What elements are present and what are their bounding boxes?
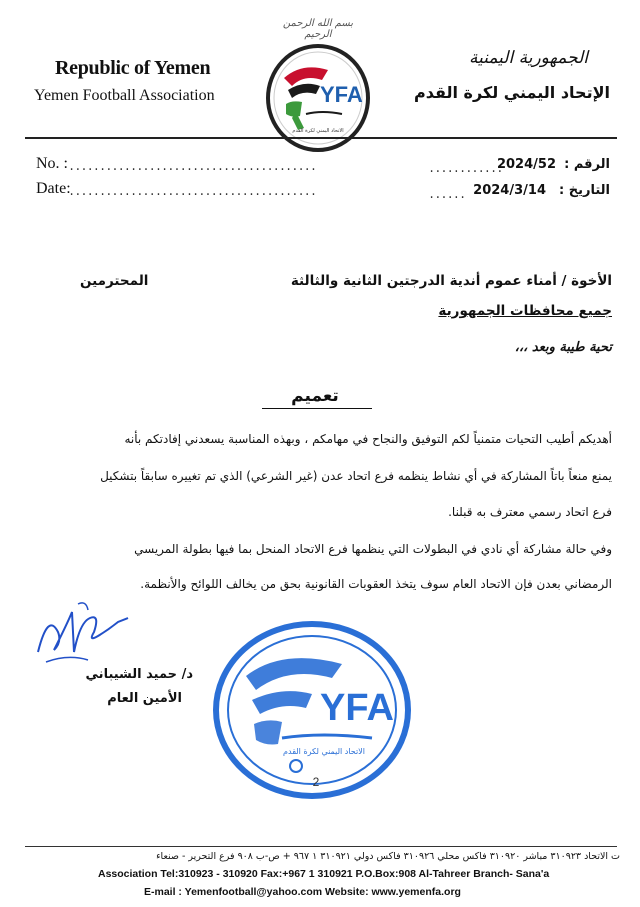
- footer-arabic-contact: ت الاتحاد ٣١٠٩٢٣ مباشر ٣١٠٩٢٠ فاكس محلي ٣١٠٩٢٦ فاكس دولي ٣١٠٩٢١ ١ ٩٦٧ + ص-ب ٩٠٨ فرع التحرير - صنعاء: [156, 851, 620, 862]
- body-paragraph-2-line-2: الرمضاني بعدن فإن الاتحاد العام سوف يتخذ العقوبات القانونية بحق من يخالف اللوائح والأنظمة.: [140, 577, 612, 591]
- addressee-line: الأخوة / أمناء عموم أندية الدرجتين الثانية والثالثة: [290, 273, 612, 289]
- stamp-caption: الاتحاد اليمني لكرة القدم: [283, 747, 365, 756]
- date-dotted-line: ........................................: [68, 185, 317, 199]
- english-subtitle: Yemen Football Association: [34, 87, 215, 104]
- addressee-honorific: المحترمين: [80, 273, 149, 289]
- date-ar-dotted-line: ......: [428, 188, 466, 202]
- logo-caption: الاتحاد اليمني لكرة القدم: [292, 128, 344, 134]
- official-stamp: [212, 620, 412, 800]
- english-title: Republic of Yemen: [55, 57, 211, 79]
- stamp-text: YFA: [320, 687, 394, 729]
- footer-divider: [25, 846, 617, 847]
- arabic-title: الجمهورية اليمنية: [468, 48, 588, 68]
- stamp-number: 2: [312, 775, 320, 789]
- reference-number: 2024/52: [496, 157, 556, 172]
- body-paragraph-1-line-3: فرع اتحاد رسمي معترف به قبلنا.: [448, 505, 612, 519]
- no-dotted-line: ........................................: [68, 160, 317, 174]
- header-divider: [25, 137, 617, 139]
- footer-english-contact: Association Tel:310923 - 310920 Fax:+967 1 310921 P.O.Box:908 Al-Tahreer Branch- Sana'a: [98, 868, 550, 880]
- signatory-title: الأمين العام: [107, 691, 182, 706]
- arabic-subtitle: الإتحاد اليمني لكرة القدم: [413, 83, 610, 102]
- body-paragraph-2-line-1: وفي حالة مشاركة أي نادي في البطولات التي ينظمها فرع الاتحاد المنحل بما فيها بطولة المريسي: [134, 542, 612, 556]
- yfa-logo: [262, 40, 374, 152]
- basmala: بسم الله الرحمن الرحيم: [282, 18, 354, 40]
- ref-dotted-line: ............: [428, 162, 503, 176]
- greeting: تحية طيبة وبعد ،،،: [514, 340, 612, 355]
- date-label-en: Date:: [36, 180, 71, 197]
- no-label-en: No. :: [36, 155, 68, 172]
- signatory-name: د/ حميد الشيباني: [85, 667, 193, 682]
- circular-title-underline: [262, 408, 372, 409]
- body-paragraph-1-line-2: يمنع منعاً باتاً المشاركة في أي نشاط ينظمه فرع اتحاد عدن (غير الشرعي) الذي تم تغييره سابقاً بتشكيل: [100, 469, 612, 483]
- handwritten-signature: [28, 592, 138, 672]
- date-value: 2024/3/14: [473, 183, 546, 198]
- footer-email-website: E-mail : Yemenfootball@yahoo.com Website: www.yemenfa.org: [144, 886, 461, 898]
- no-label-ar: الرقم :: [564, 157, 610, 172]
- circular-title: تعميم: [291, 386, 339, 406]
- date-label-ar: التاريخ :: [559, 183, 610, 198]
- body-paragraph-1-line-1: أهديكم أطيب التحيات متمنياً لكم التوفيق والنجاح في مهامكم ، وبهذه المناسبة يسعدني إفادتكم بأنه: [124, 432, 612, 446]
- addressee-region: جميع محافظات الجمهورية: [438, 303, 612, 319]
- logo-text: YFA: [320, 82, 363, 107]
